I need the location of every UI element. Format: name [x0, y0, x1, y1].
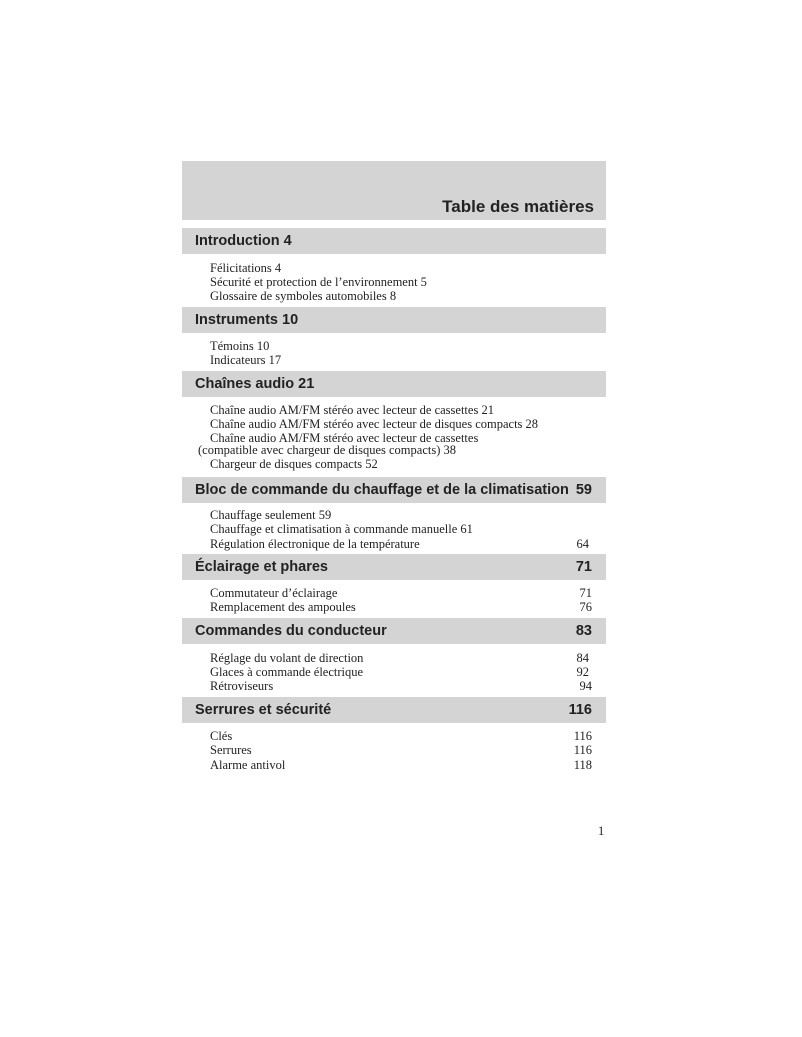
toc-entry[interactable] [210, 729, 592, 743]
entry-page: 64 [576, 537, 589, 551]
section-header[interactable] [182, 554, 606, 580]
section-page: 71 [575, 559, 592, 575]
section-title: Serrures et sécurité [195, 702, 332, 718]
entry-text: (compatible avec chargeur de disques compacts) 38 [198, 443, 457, 457]
section-audio [182, 371, 606, 471]
section-driver-controls [182, 618, 606, 693]
section-page: 59 [575, 482, 592, 498]
section-title: Bloc de commande du chauffage et de la climatisation [195, 482, 569, 498]
section-title: Chaînes audio 21 [195, 376, 315, 392]
toc-entry[interactable] [210, 651, 589, 665]
entry-text: Régulation électronique de la température [210, 537, 420, 551]
entry-text: Réglage du volant de direction [210, 651, 364, 665]
toc-entry[interactable] [210, 679, 592, 693]
toc-entry[interactable] [210, 289, 592, 303]
header-band [182, 161, 606, 220]
page-number: 1 [598, 824, 605, 838]
toc-entry[interactable] [210, 457, 592, 471]
entry-text: Remplacement des ampoules [210, 600, 356, 614]
entry-page: 76 [579, 600, 592, 614]
entry-text: Chargeur de disques compacts 52 [210, 457, 378, 471]
section-title: Commandes du conducteur [195, 623, 387, 639]
section-header[interactable] [182, 618, 606, 644]
entry-text: Glossaire de symboles automobiles 8 [210, 289, 397, 303]
toc-entry[interactable] [210, 522, 592, 536]
entry-page: 116 [573, 729, 592, 743]
section-header[interactable] [182, 228, 606, 254]
entry-text: Chaîne audio AM/FM stéréo avec lecteur de cassettes [210, 431, 479, 445]
toc-entry[interactable] [210, 261, 592, 275]
section-title: Introduction 4 [195, 233, 292, 249]
entry-text: Serrures [210, 743, 252, 757]
toc-entry[interactable] [210, 508, 592, 522]
entry-page: 71 [579, 586, 592, 600]
toc-entry[interactable] [210, 743, 592, 757]
entry-page: 116 [573, 743, 592, 757]
entry-page: 118 [573, 758, 592, 772]
toc-entry[interactable] [210, 417, 592, 431]
section-title: Instruments 10 [195, 312, 299, 328]
toc-entry[interactable] [210, 600, 592, 614]
page-title: Table des matières [442, 197, 594, 216]
section-header[interactable] [182, 371, 606, 397]
entry-text: Témoins 10 [210, 339, 270, 353]
entry-text: Alarme antivol [210, 758, 286, 772]
entry-text: Commutateur d’éclairage [210, 586, 338, 600]
section-page: 83 [575, 623, 592, 639]
entry-text: Clés [210, 729, 233, 743]
toc-entry-continued[interactable] [198, 443, 592, 457]
entry-page: 94 [579, 679, 592, 693]
entry-text: Chaîne audio AM/FM stéréo avec lecteur de cassettes 21 [210, 403, 494, 417]
entry-text: Chauffage et climatisation à commande manuelle 61 [210, 522, 473, 536]
entry-text: Sécurité et protection de l’environnement 5 [210, 275, 427, 289]
section-title: Éclairage et phares [195, 559, 328, 575]
toc-entry[interactable] [210, 758, 592, 772]
section-header[interactable] [182, 307, 606, 333]
section-header[interactable] [182, 697, 606, 723]
toc-entry[interactable] [210, 537, 589, 551]
entry-text: Rétroviseurs [210, 679, 274, 693]
toc-entry[interactable] [210, 665, 589, 679]
entry-text: Chauffage seulement 59 [210, 508, 332, 522]
section-introduction [182, 228, 606, 303]
entry-text: Chaîne audio AM/FM stéréo avec lecteur de disques compacts 28 [210, 417, 539, 431]
entry-page: 92 [576, 665, 589, 679]
section-page: 116 [568, 702, 592, 718]
toc-entry[interactable] [210, 339, 592, 353]
section-climate-control [182, 477, 606, 551]
toc-entry[interactable] [210, 586, 592, 600]
section-lighting [182, 554, 606, 614]
entry-page: 84 [576, 651, 589, 665]
toc-entry[interactable] [210, 275, 592, 289]
section-locks-security [182, 697, 606, 772]
section-header[interactable] [182, 477, 606, 503]
toc-entry[interactable] [210, 403, 592, 417]
entry-text: Félicitations 4 [210, 261, 282, 275]
entry-text: Glaces à commande électrique [210, 665, 364, 679]
entry-text: Indicateurs 17 [210, 353, 282, 367]
toc-entry[interactable] [210, 353, 592, 367]
section-instruments [182, 307, 606, 367]
